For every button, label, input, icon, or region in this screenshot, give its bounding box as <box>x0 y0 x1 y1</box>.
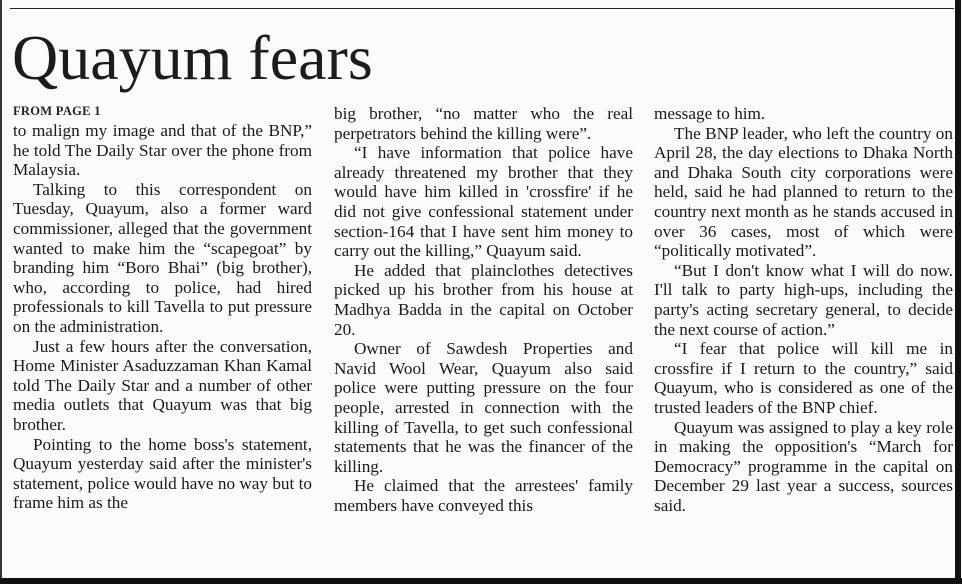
paragraph: The BNP leader, who left the country on April 28, the day elections to Dhaka North and Dhaka South city corporations were held, said he had planned to return to the country next month as he stands accused in over 36 cases, most of which were “politically motivated”. <box>654 123 953 261</box>
paragraph: Talking to this correspondent on Tuesday, Quayum, also a former ward commissioner, alleged that the government wanted to make him the “scapegoat” by branding him “Boro Bhai” (big brother), who, according to police, had hired professionals to kill Tavella to put pressure on the administration. <box>13 179 312 336</box>
paragraph: “I fear that police will kill me in crossfire if I return to the country,” said Quayum, who is considered as one of the trusted leaders of the BNP chief. <box>654 339 953 417</box>
article-column-1 <box>13 121 312 513</box>
paragraph: “But I don't know what I will do now. I'll talk to party high-ups, including the party's acting secretary general, to decide the next course of action.” <box>654 260 953 339</box>
border-bottom <box>0 578 962 584</box>
border-left <box>0 0 2 584</box>
paragraph: message to him. <box>654 104 766 123</box>
paragraph: He added that plainclothes detectives picked up his brother from his house at Madhya Badda in the capital on October 20. <box>334 260 633 339</box>
border-right <box>955 0 961 584</box>
paragraph: “I have information that police have already threatened my brother that they would have him killed in 'crossfire' if he did not give confessional statement under section-164 that I have sent him money to carry out the killing,” Quayum said. <box>334 143 633 261</box>
border-top <box>10 8 954 9</box>
paragraph: Pointing to the home boss's statement, Quayum yesterday said after the minister's statement, police would have no way but to frame him as the <box>13 434 312 513</box>
headline: Quayum fears <box>12 22 373 93</box>
paragraph: Just a few hours after the conversation, Home Minister Asaduzzaman Khan Kamal told The Daily Star and a number of other media outlets that Quayum was that big brother. <box>13 336 312 434</box>
article-column-3 <box>654 104 953 515</box>
paragraph: to malign my image and that of the BNP,” he told The Daily Star over the phone from Malaysia. <box>13 121 312 180</box>
continued-from-label: FROM PAGE 1 <box>13 104 101 118</box>
paragraph: big brother, “no matter who the real perpetrators behind the killing were”. <box>334 104 633 143</box>
article-column-2 <box>334 104 633 515</box>
paragraph: Owner of Sawdesh Properties and Navid Wool Wear, Quayum also said police were putting pressure on the four people, arrested in connection with the killing of Tavella, to get such confessional statements that he was the financer of the killing. <box>334 339 633 476</box>
paragraph: He claimed that the arrestees' family members have conveyed this <box>334 476 633 515</box>
paragraph: Quayum was assigned to play a key role in making the opposition's “March for Democracy” programme in the capital on December 29 last year a success, sources said. <box>654 417 953 515</box>
